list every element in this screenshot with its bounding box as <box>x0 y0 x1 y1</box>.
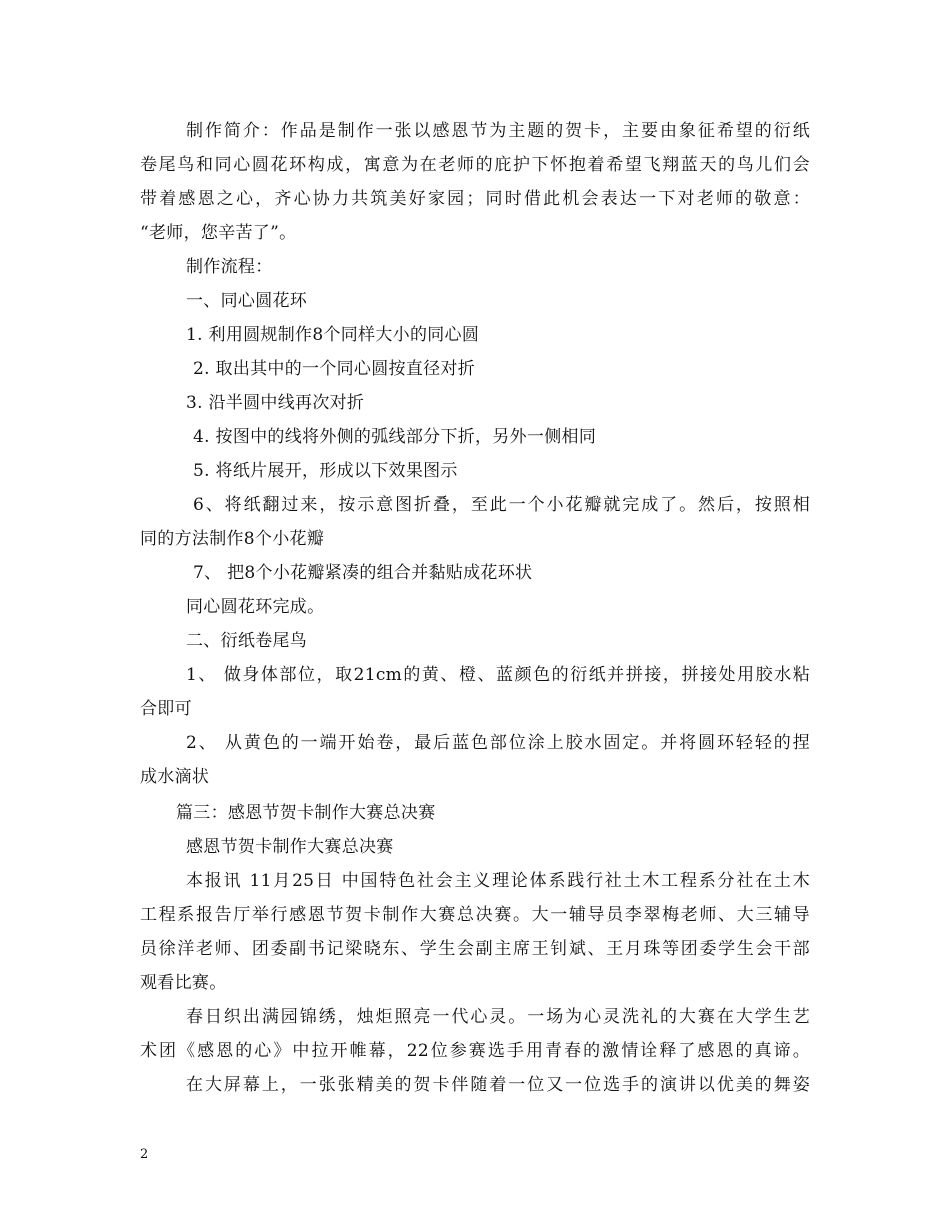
step-7: 7、 把8个小花瓣紧凑的组合并黏贴成花环状 <box>193 563 533 583</box>
bird-step-1-continued: 合即可 <box>140 699 192 719</box>
step-6: 6、将纸翻过来，按示意图折叠，至此一个小花瓣就完成了。然后，按照相 <box>193 495 810 515</box>
article-line-1: 本报讯 11月25日 中国特色社会主义理论体系践行社土木工程系分社在土木 <box>186 871 810 891</box>
text-line-4: “老师，您辛苦了”。 <box>140 223 297 243</box>
article-line-3: 员徐洋老师、团委副书记梁晓东、学生会副主席王钊斌、王月珠等团委学生会干部 <box>140 939 810 959</box>
section-heading-ring: 一、同心圆花环 <box>186 291 308 311</box>
section-heading-process: 制作流程： <box>186 257 273 277</box>
article-line-4: 观看比赛。 <box>140 973 227 993</box>
bird-step-1: 1、 做身体部位，取21cm的黄、橙、蓝颜色的衍纸并拼接，拼接处用胶水粘 <box>186 665 810 685</box>
article-line-7: 在大屏幕上，一张张精美的贺卡伴随着一位又一位选手的演讲以优美的舞姿 <box>186 1075 810 1095</box>
page-number: 2 <box>140 1147 149 1162</box>
step-1: 1. 利用圆规制作8个同样大小的同心圆 <box>186 325 480 345</box>
article-title: 感恩节贺卡制作大赛总决赛 <box>186 837 394 857</box>
step-6-continued: 同的方法制作8个小花瓣 <box>140 529 325 549</box>
section-heading-bird: 二、衍纸卷尾鸟 <box>186 631 308 651</box>
article-line-5: 春日织出满园锦绣，烛炬照亮一代心灵。一场为心灵洗礼的大赛在大学生艺 <box>186 1007 810 1027</box>
bird-step-2-continued: 成水滴状 <box>140 767 210 787</box>
text-line-3: 带着感恩之心，齐心协力共筑美好家园；同时借此机会表达一下对老师的敬意： <box>140 189 810 209</box>
text-line-1: 制作简介：作品是制作一张以感恩节为主题的贺卡，主要由象征希望的衍纸 <box>186 121 810 141</box>
text-line-2: 卷尾鸟和同心圆花环构成，寓意为在老师的庇护下怀抱着希望飞翔蓝天的鸟儿们会 <box>140 155 810 175</box>
bird-step-2: 2、 从黄色的一端开始卷，最后蓝色部位涂上胶水固定。并将圆环轻轻的捏 <box>186 733 810 753</box>
ring-complete: 同心圆花环完成。 <box>186 597 325 617</box>
chapter-heading: 篇三：感恩节贺卡制作大赛总决赛 <box>176 803 436 823</box>
step-4: 4. 按图中的线将外侧的弧线部分下折，另外一侧相同 <box>193 427 597 447</box>
article-line-2: 工程系报告厅举行感恩节贺卡制作大赛总决赛。大一辅导员李翠梅老师、大三辅导 <box>140 905 810 925</box>
article-line-6: 术团《感恩的心》中拉开帷幕，22位参赛选手用青春的激情诠释了感恩的真谛。 <box>140 1041 810 1061</box>
step-5: 5. 将纸片展开，形成以下效果图示 <box>193 461 458 481</box>
step-2: 2. 取出其中的一个同心圆按直径对折 <box>193 359 476 379</box>
step-3: 3. 沿半圆中线再次对折 <box>186 393 365 413</box>
